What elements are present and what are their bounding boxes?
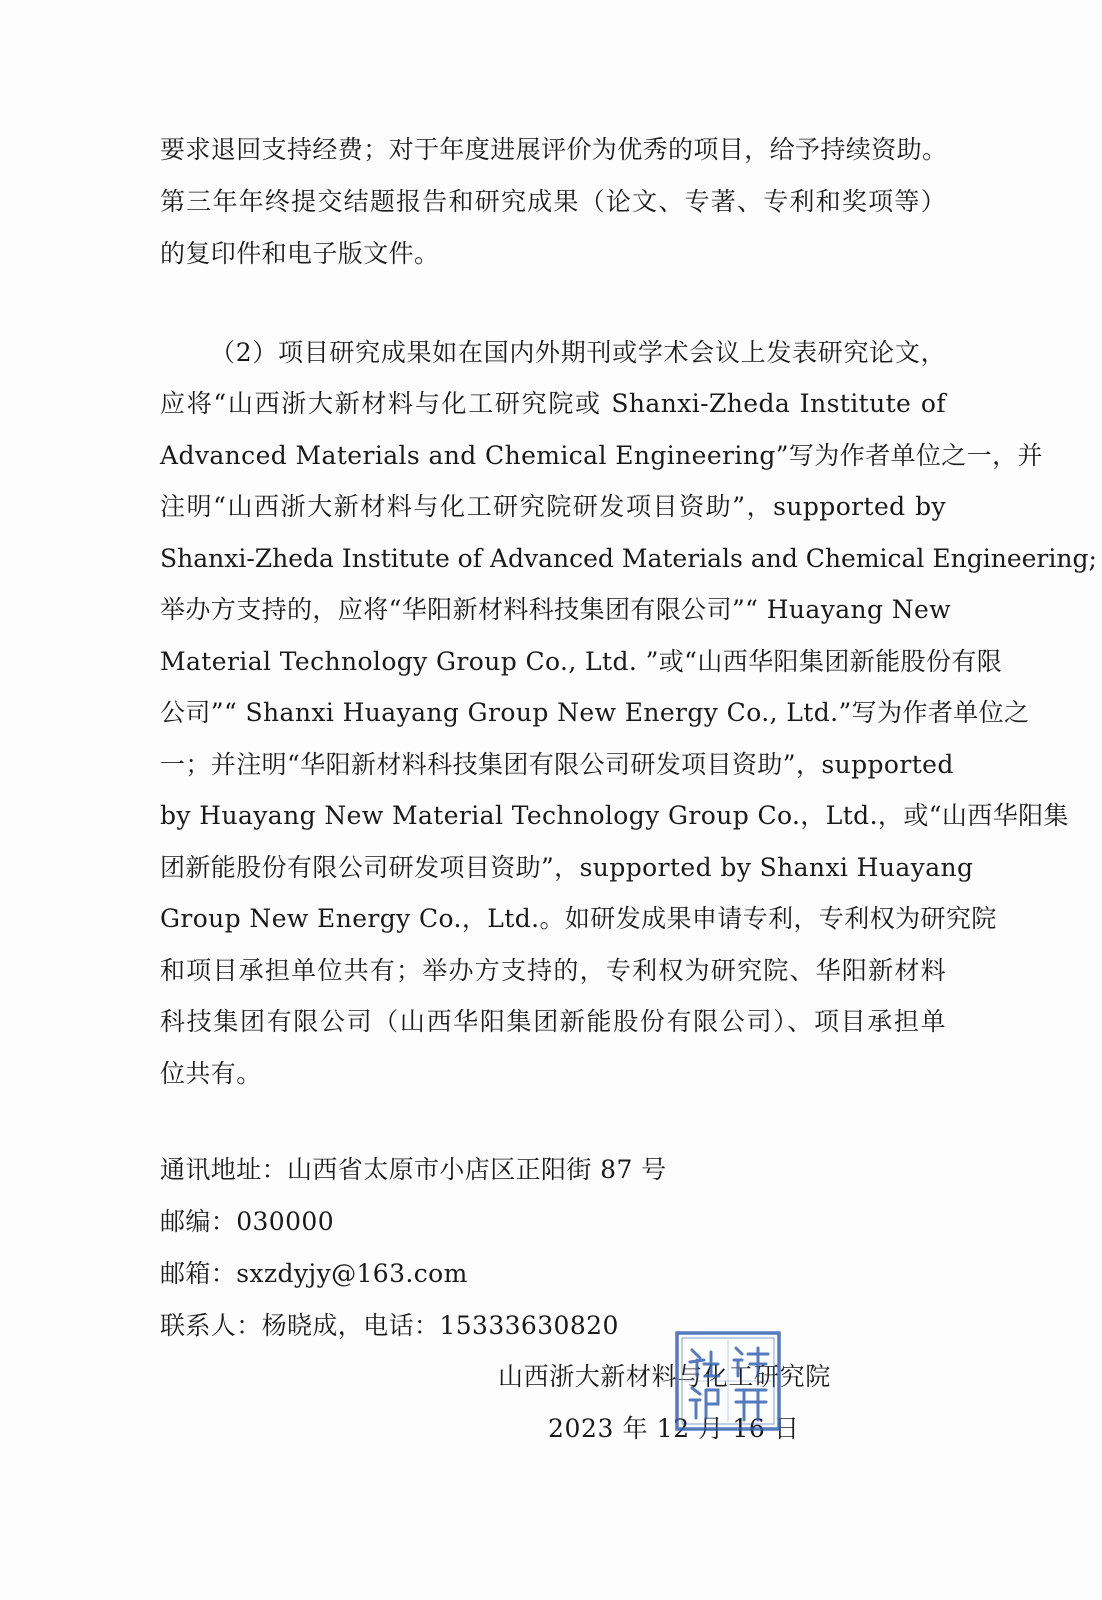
signature-organization: 山西浙大新材料与化工研究院 (498, 1362, 831, 1391)
contact-postcode: 邮编：030000 (160, 1207, 335, 1236)
contact-email: 邮箱：sxzdyjy@163.com (160, 1259, 468, 1288)
paragraph-2-line-14: 科技集团有限公司（山西华阳集团新能股份有限公司）、项目承担单 (160, 1007, 946, 1036)
paragraph-2-line-5: Shanxi-Zheda Institute of Advanced Materials and Chemical Engineering; (160, 544, 1097, 573)
paragraph-2-line-10: by Huayang New Material Technology Group Co.，Ltd.，或“山西华阳集 (160, 801, 1069, 830)
paragraph-1-line-2: 第三年年终提交结题报告和研究成果（论文、专著、专利和奖项等） (160, 187, 946, 216)
paragraph-2-line-3: Advanced Materials and Chemical Engineering”写为作者单位之一，并 (160, 441, 1043, 470)
paragraph-2-line-6: 举办方支持的，应将“华阳新材料科技集团有限公司”“ Huayang New (160, 595, 952, 624)
contact-person: 联系人：杨晓成，电话：15333630820 (160, 1311, 619, 1340)
official-seal-stamp (674, 1330, 782, 1432)
paragraph-2-line-15: 位共有。 (160, 1059, 262, 1088)
paragraph-2-line-7: Material Technology Group Co., Ltd. ”或“山西华阳集团新能股份有限 (160, 647, 1003, 676)
paragraph-1-line-1: 要求退回支持经费；对于年度进展评价为优秀的项目，给予持续资助。 (160, 135, 948, 164)
paragraph-2-line-4: 注明“山西浙大新材料与化工研究院研发项目资助”，supported by (160, 492, 946, 521)
paragraph-2-line-12: Group New Energy Co.，Ltd.。如研发成果申请专利，专利权为研究院 (160, 904, 997, 933)
paragraph-2-line-11: 团新能股份有限公司研发项目资助”，supported by Shanxi Huayang (160, 853, 974, 882)
signature-date: 2023 年 12 月 16 日 (548, 1414, 800, 1443)
paragraph-2-line-2: 应将“山西浙大新材料与化工研究院或 Shanxi-Zheda Institute of (160, 389, 946, 418)
contact-address: 通讯地址：山西省太原市小店区正阳街 87 号 (160, 1155, 667, 1184)
paragraph-2-line-13: 和项目承担单位共有；举办方支持的，专利权为研究院、华阳新材料 (160, 956, 946, 985)
paragraph-2-line-8: 公司”“ Shanxi Huayang Group New Energy Co., Ltd.”写为作者单位之 (160, 698, 1030, 727)
paragraph-1-line-3: 的复印件和电子版文件。 (160, 239, 440, 268)
paragraph-2-line-9: 一；并注明“华阳新材料科技集团有限公司研发项目资助”，supported (160, 750, 954, 779)
paragraph-2-line-1: （2）项目研究成果如在国内外期刊或学术会议上发表研究论文， (210, 338, 946, 367)
